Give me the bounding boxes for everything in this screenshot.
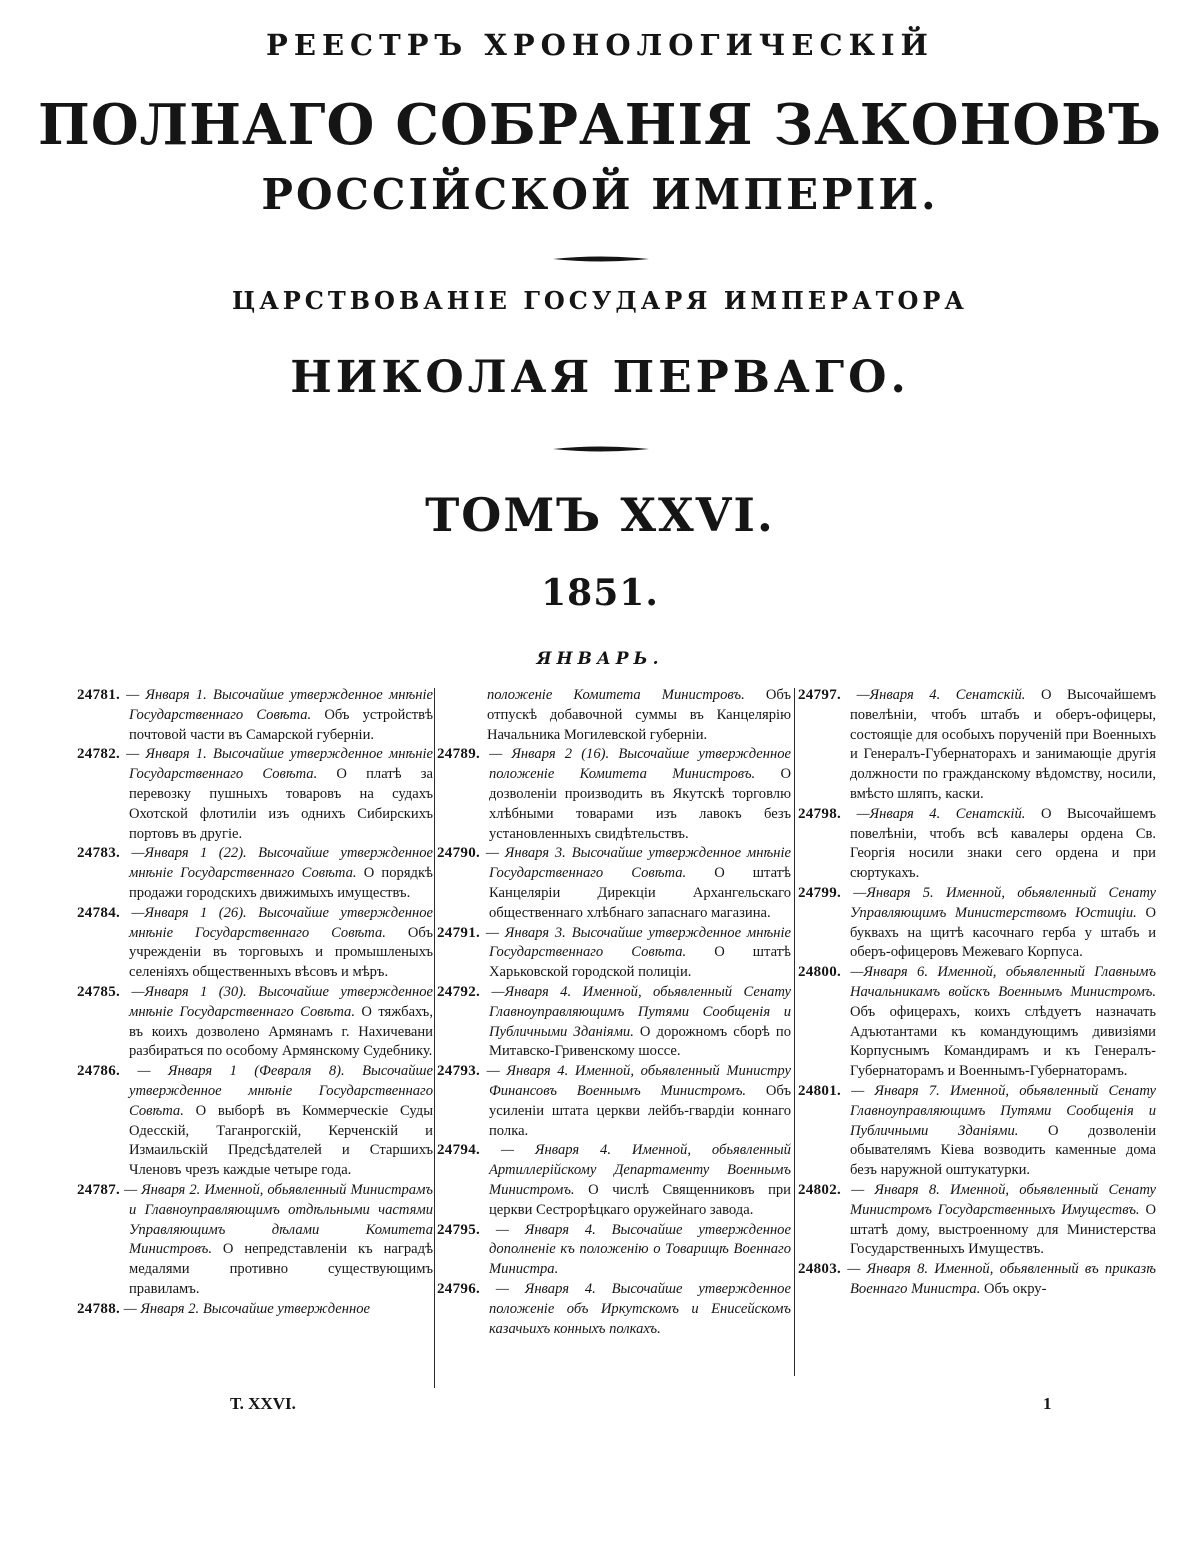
- title-empire: РОССІЙСКОЙ ИМПЕРІИ.: [261, 170, 939, 219]
- column-divider: [794, 688, 795, 1376]
- law-entry: 24797. —Января 4. Сенатскій. О Высочайшемъ повелѣніи, чтобъ штабъ и оберъ-офицеры, состоящіе для особыхъ порученій при Военныхъ и Генералъ-Губернаторахъ и занимающіе другія должности по гражданскому вѣдомству, носили, вмѣсто шляпъ, каски.: [798, 687, 1157, 802]
- law-entry: 24802. — Января 8. Именной, обьявленный Сенату Министромъ Государственныхъ Имуществъ. О штатѣ дому, выстроенному для Министерства Государственныхъ Имуществъ.: [798, 1181, 1156, 1258]
- law-entry: 24787. — Января 2. Именной, обьявленный Министрамъ и Главноуправляющимъ отдѣльными частями Управляющимъ дѣлами Комитета Министровъ. О непредставленіи къ наградѣ медалями противно существующимъ правиламъ.: [77, 1181, 434, 1297]
- text-column-1: [77, 686, 433, 1320]
- volume-title: ТОМЪ XXVI.: [425, 488, 775, 542]
- law-entry: 24803. — Января 8. Именной, обьявленный въ приказѣ Военнаго Министра. Объ окру-: [798, 1261, 1156, 1297]
- law-entry: 24798. —Января 4. Сенатскій. О Высочайшемъ повелѣніи, чтобъ всѣ кавалеры ордена Св. Георгія носили знаки сего ордена и при сюртукахъ.: [798, 805, 1157, 882]
- law-entry: 24785. —Января 1 (30). Высочайше утвержденное мнѣніе Государственнаго Совѣта. О тяжбахъ, въ коихъ дозволено Армянамъ г. Нахичевани разбираться по особому Армянскому Судебнику.: [77, 983, 433, 1060]
- text-column-2: [437, 686, 791, 1339]
- law-entry-continued: положеніе Комитета Министровъ. Объ отпускѣ добавочной суммы въ Канцелярію Начальника Могилевской губерніи.: [487, 687, 791, 743]
- law-entry: 24783. —Января 1 (22). Высочайше утвержденное мнѣніе Государственнаго Совѣта. О порядкѣ продажи городскихъ движимыхъ имуществъ.: [77, 845, 433, 901]
- law-entry: 24801. — Января 7. Именной, обьявленный Сенату Главноуправляющимъ Путями Сообщенія и Публичными Зданіями. О дозволеніи обывателямъ Кіева возводить каменные дома безъ наружной оштукатурки.: [798, 1082, 1156, 1179]
- law-entry: 24786. — Января 1 (Февраля 8). Высочайше утвержденное мнѣніе Государственнаго Совѣта. О выборѣ въ Коммерческіе Суды Одесскій, Таганрогскій, Керченскій и Измаильскій Предсѣдателей и Старшихъ Членовъ чрезъ каждые четыре года.: [77, 1063, 434, 1179]
- ornamental-rule: [553, 442, 649, 456]
- law-entry: 24799. —Января 5. Именной, обьявленный Сенату Управляющимъ Министерствомъ Юстиціи. О буквахъ на щитѣ касочнаго герба у штабъ и оберъ-офицеровъ Межеваго Корпуса.: [798, 884, 1157, 961]
- law-entry: 24795. — Января 4. Высочайше утвержденное дополненіе къ положенію о Товарищѣ Военнаго Министра.: [437, 1221, 791, 1278]
- law-entry: 24791. — Января 3. Высочайше утвержденное мнѣніе Государственнаго Совѣта. О штатѣ Харьковской городской полиціи.: [437, 924, 791, 981]
- column-divider: [434, 688, 435, 1388]
- law-entry: 24794. — Января 4. Именной, обьявленный Артиллерійскому Департаменту Военнымъ Министромъ. О числѣ Священниковъ при церкви Сестрорѣцкаго оружейнаго завода.: [437, 1142, 791, 1218]
- law-entry: 24796. — Января 4. Высочайше утвержденное положеніе объ Иркутскомъ и Енисейскомъ казачьихъ конныхъ полкахъ.: [437, 1280, 791, 1337]
- law-entry: 24792. —Января 4. Именной, обьявленный Сенату Главноуправляющимъ Путями Сообщенія и Публичными Зданіями. О дорожномъ сборѣ по Митавско-Гривенскому шоссе.: [437, 983, 792, 1060]
- law-entry: 24782. — Января 1. Высочайше утвержденное мнѣніе Государственнаго Совѣта. О платѣ за перевозку пушныхъ товаровъ на судахъ Охотской флотиліи изъ однихъ Сибирскихъ портовъ въ другіе.: [77, 746, 433, 842]
- title-emperor: НИКОЛАЯ ПЕРВАГО.: [290, 352, 910, 403]
- year-title: 1851.: [541, 572, 659, 614]
- title-collection: ПОЛНАГО СОБРАНІЯ ЗАКОНОВЪ: [38, 92, 1162, 158]
- page-number: 1: [1043, 1394, 1052, 1413]
- law-entry: 24784. —Января 1 (26). Высочайше утвержденное мнѣніе Государственнаго Совѣта. Объ учрежденіи въ торговыхъ и промышленыхъ селеніяхъ общественныхъ вѣсовъ и мѣръ.: [77, 904, 433, 981]
- text-column-3: [798, 686, 1156, 1300]
- month-heading: ЯНВАРЬ.: [536, 649, 664, 669]
- ornamental-rule: [553, 252, 649, 266]
- law-entry: 24800. —Января 6. Именной, обьявленный Главнымъ Начальникамъ войскъ Военнымъ Министромъ. Объ офицерахъ, коихъ слѣдуетъ назначать Адъютантами къ командующимъ дивизіями Корпуснымъ Командирамъ и къ Генералъ-Губернаторамъ и Военнымъ-Губернаторамъ.: [798, 964, 1156, 1080]
- law-entry: 24789. — Января 2 (16). Высочайше утвержденное положеніе Комитета Министровъ. О дозволеніи производить въ Якутскѣ торговлю хлѣбными товарами изъ лавокъ безъ установленныхъ свидѣтельствъ.: [437, 746, 791, 842]
- title-registry: РЕЕСТРЪ ХРОНОЛОГИЧЕСКІЙ: [266, 28, 934, 62]
- law-entry: 24790. — Января 3. Высочайше утвержденное мнѣніе Государственнаго Совѣта. О штатѣ Канцеляріи Дирекціи Архангельскаго общественнаго хлѣбнаго запаснаго магазина.: [437, 845, 791, 921]
- volume-signature: Т. XXVI.: [230, 1394, 296, 1413]
- law-entry: 24793. — Января 4. Именной, обьявленный Министру Финансовъ Военнымъ Министромъ. Объ усиленіи штата церкви лейбъ-гвардіи коннаго полка.: [437, 1063, 791, 1139]
- law-entry: 24788. — Января 2. Высочайше утвержденное: [77, 1300, 371, 1317]
- law-entry: 24781. — Января 1. Высочайше утвержденное мнѣніе Государственнаго Совѣта. Объ устройствѣ почтовой части въ Самарской губерніи.: [77, 687, 433, 743]
- title-reign: ЦАРСТВОВАНІЕ ГОСУДАРЯ ИМПЕРАТОРА: [232, 286, 968, 315]
